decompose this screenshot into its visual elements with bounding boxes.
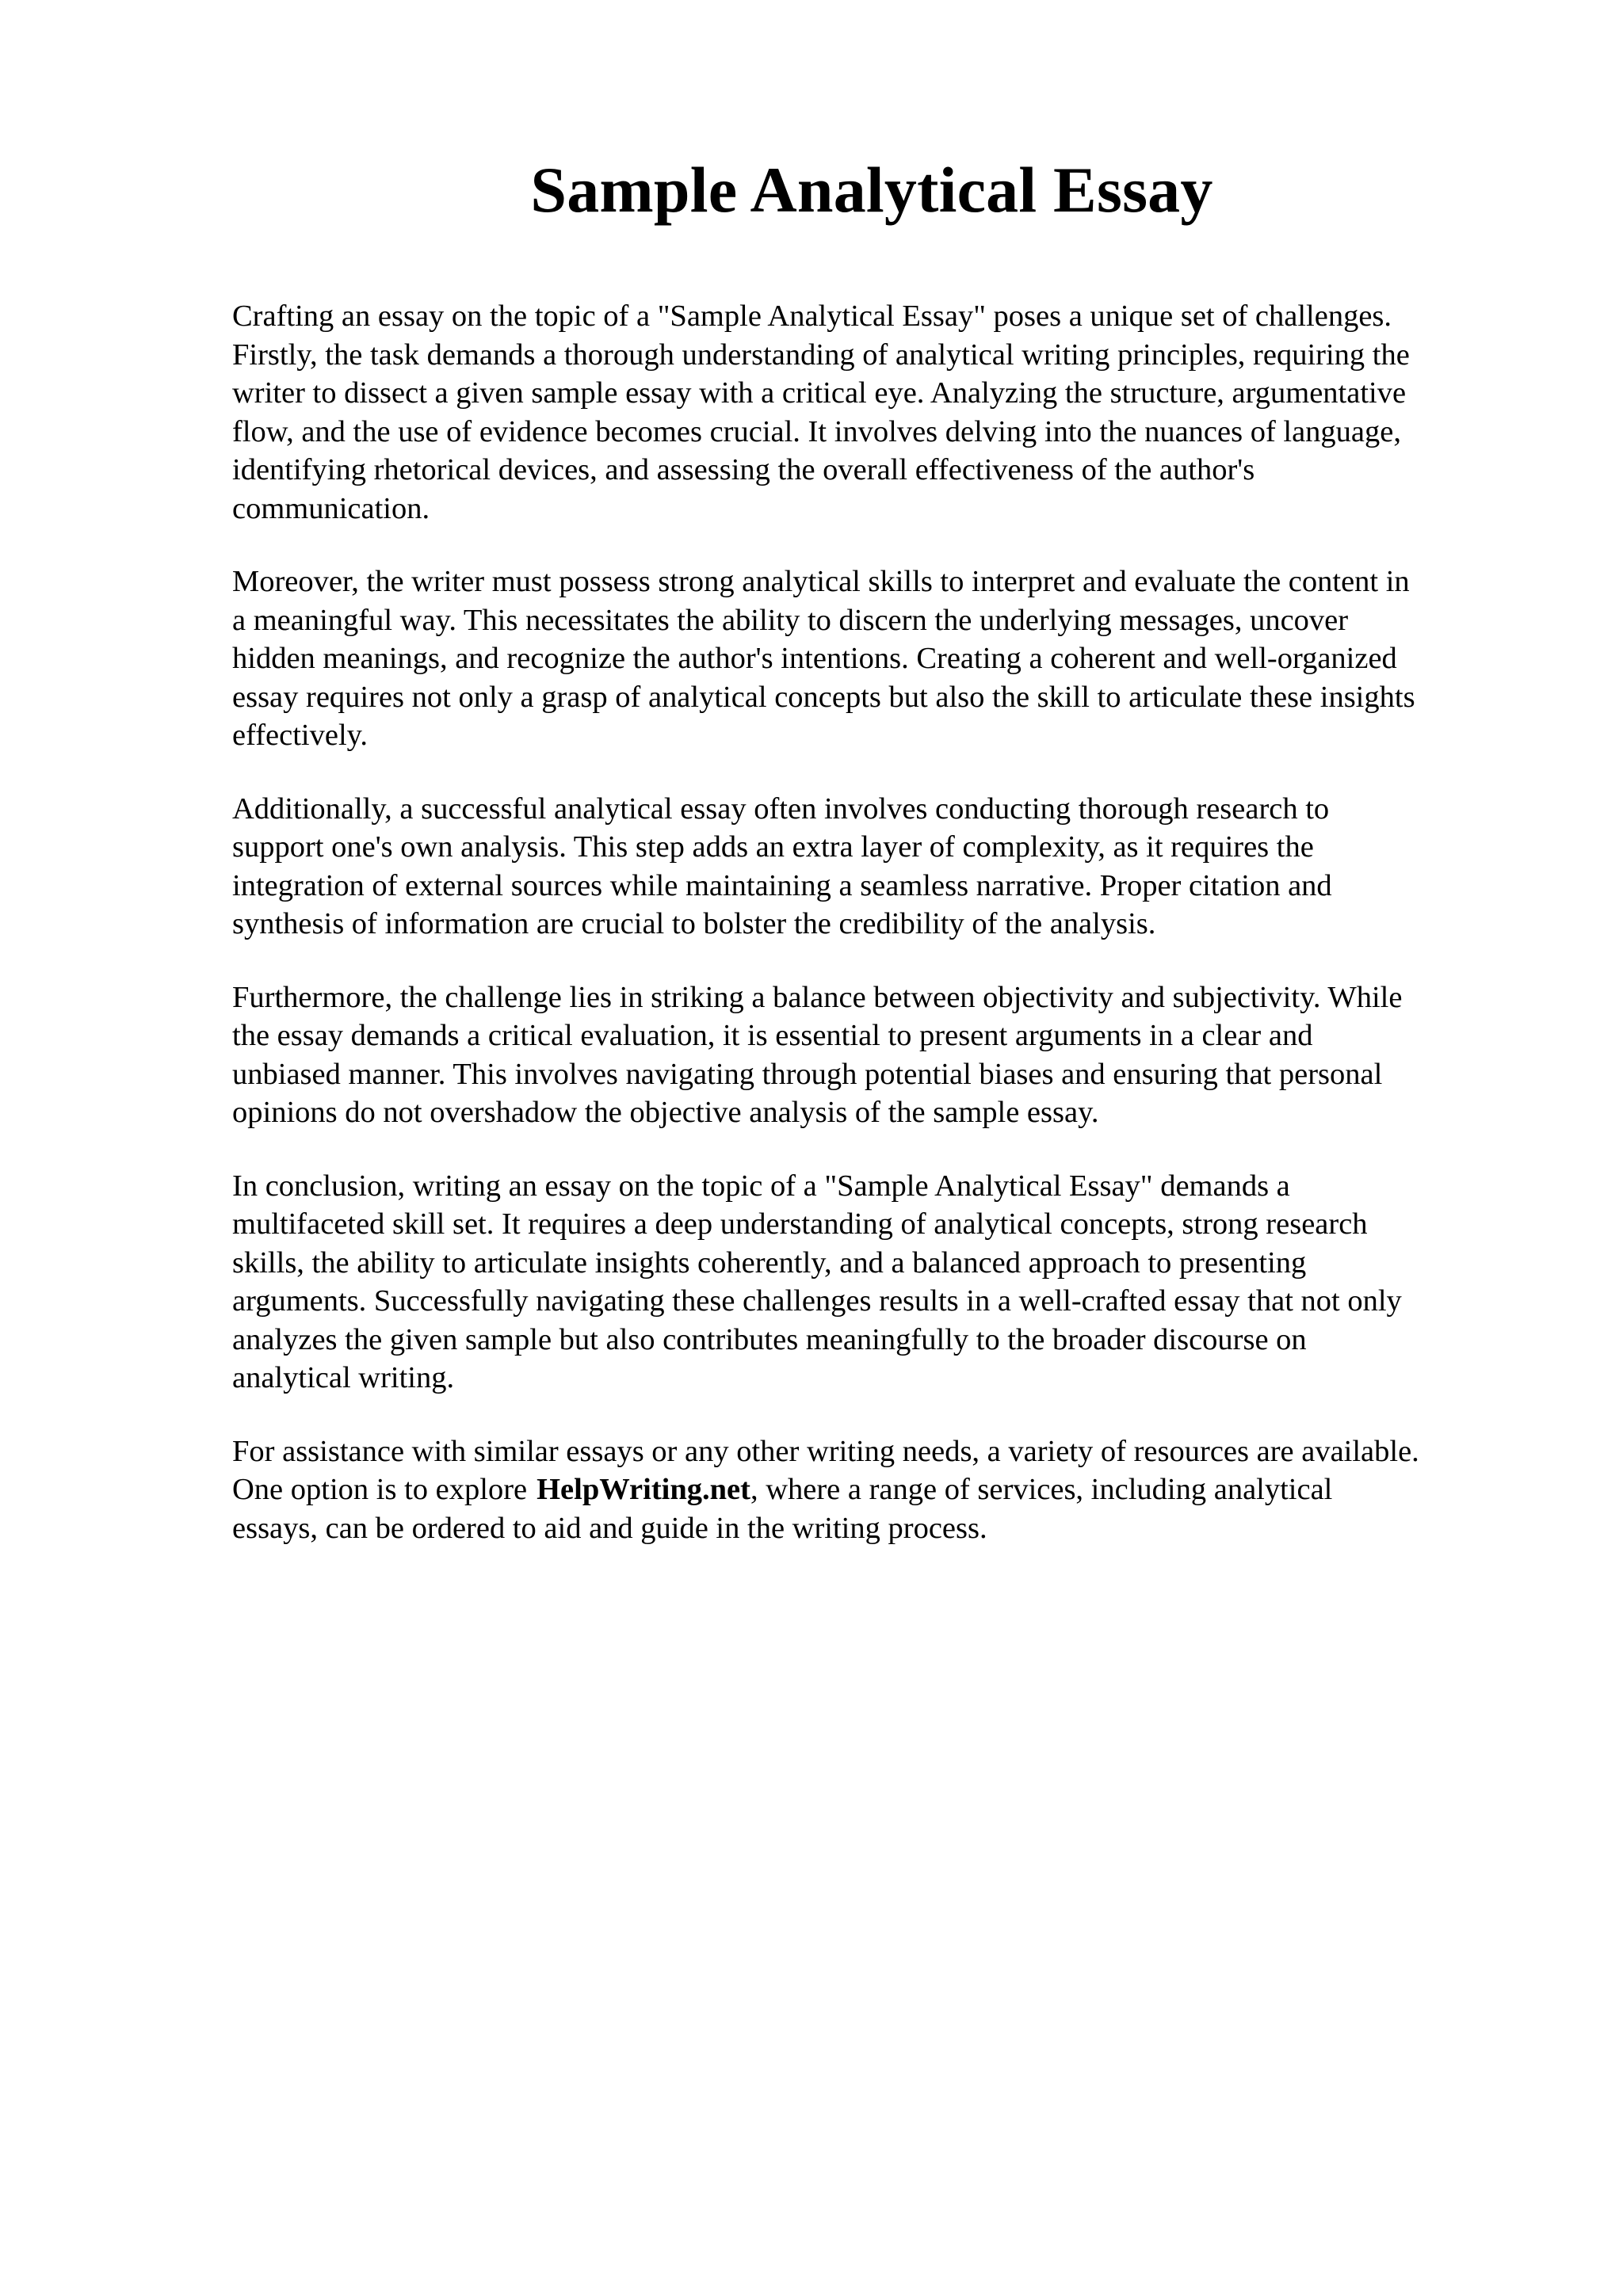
closing-text-before: One option is to explore	[232, 1473, 528, 1506]
text-line: Moreover, the writer must possess strong analytical skills to interpret and evaluate the content in	[232, 565, 1410, 598]
paragraph-research	[232, 790, 1532, 944]
document-title: Sample Analytical Essay	[530, 154, 1213, 226]
text-line: communication.	[232, 491, 430, 525]
text-line: analyzes the given sample but also contributes meaningfully to the broader discourse on	[232, 1322, 1307, 1356]
text-line: essay requires not only a grasp of analytical concepts but also the skill to articulate these insights	[232, 680, 1415, 714]
text-line: analytical writing.	[232, 1361, 455, 1394]
text-line: skills, the ability to articulate insights coherently, and a balanced approach to presenting	[232, 1245, 1307, 1280]
text-line: For assistance with similar essays or any other writing needs, a variety of resources are available.	[232, 1434, 1419, 1468]
text-line: flow, and the use of evidence becomes crucial. It involves delving into the nuances of language,	[232, 414, 1401, 448]
helpwriting-brand-text: HelpWriting.net	[537, 1473, 750, 1506]
text-line: hidden meanings, and recognize the author's intentions. Creating a coherent and well-organized	[232, 642, 1397, 675]
text-line: Furthermore, the challenge lies in striking a balance between objectivity and subjectivity. While	[232, 980, 1403, 1014]
text-line: synthesis of information are crucial to bolster the credibility of the analysis.	[232, 907, 1156, 940]
text-line: writer to dissect a given sample essay with a critical eye. Analyzing the structure, argumentative	[232, 376, 1407, 410]
paragraph-closing	[232, 1432, 1532, 1548]
text-line: unbiased manner. This involves navigating through potential biases and ensuring that personal	[232, 1057, 1383, 1091]
text-line: multifaceted skill set. It requires a deep understanding of analytical concepts, strong research	[232, 1207, 1368, 1241]
text-line: integration of external sources while maintaining a seamless narrative. Proper citation and	[232, 868, 1332, 902]
paragraph-objectivity	[232, 978, 1532, 1132]
text-line: the essay demands a critical evaluation, it is essential to present arguments in a clear and	[232, 1019, 1313, 1052]
paragraph-conclusion	[232, 1167, 1532, 1398]
text-line-with-link	[232, 1470, 1532, 1509]
text-line: identifying rhetorical devices, and assessing the overall effectiveness of the author's	[232, 453, 1255, 486]
paragraph-analytical-skills	[232, 563, 1532, 755]
paragraph-intro	[232, 297, 1532, 528]
text-line: essays, can be ordered to aid and guide in the writing process.	[232, 1511, 987, 1545]
text-line: In conclusion, writing an essay on the topic of a "Sample Analytical Essay" demands a	[232, 1169, 1290, 1203]
text-line: a meaningful way. This necessitates the ability to discern the underlying messages, uncover	[232, 603, 1349, 637]
text-line: Additionally, a successful analytical essay often involves conducting thorough research to	[232, 791, 1330, 826]
closing-text-after: , where a range of services, including analytical	[750, 1473, 1333, 1506]
text-line: support one's own analysis. This step adds an extra layer of complexity, as it requires the	[232, 830, 1314, 864]
text-line: Crafting an essay on the topic of a "Sample Analytical Essay" poses a unique set of challenges.	[232, 299, 1392, 333]
text-line: effectively.	[232, 719, 369, 752]
text-line: opinions do not overshadow the objective analysis of the sample essay.	[232, 1096, 1099, 1129]
text-line: Firstly, the task demands a thorough understanding of analytical writing principles, requiring the	[232, 338, 1410, 372]
essay-body	[232, 297, 1532, 1582]
text-line: arguments. Successfully navigating these challenges results in a well-crafted essay that not only	[232, 1284, 1402, 1318]
